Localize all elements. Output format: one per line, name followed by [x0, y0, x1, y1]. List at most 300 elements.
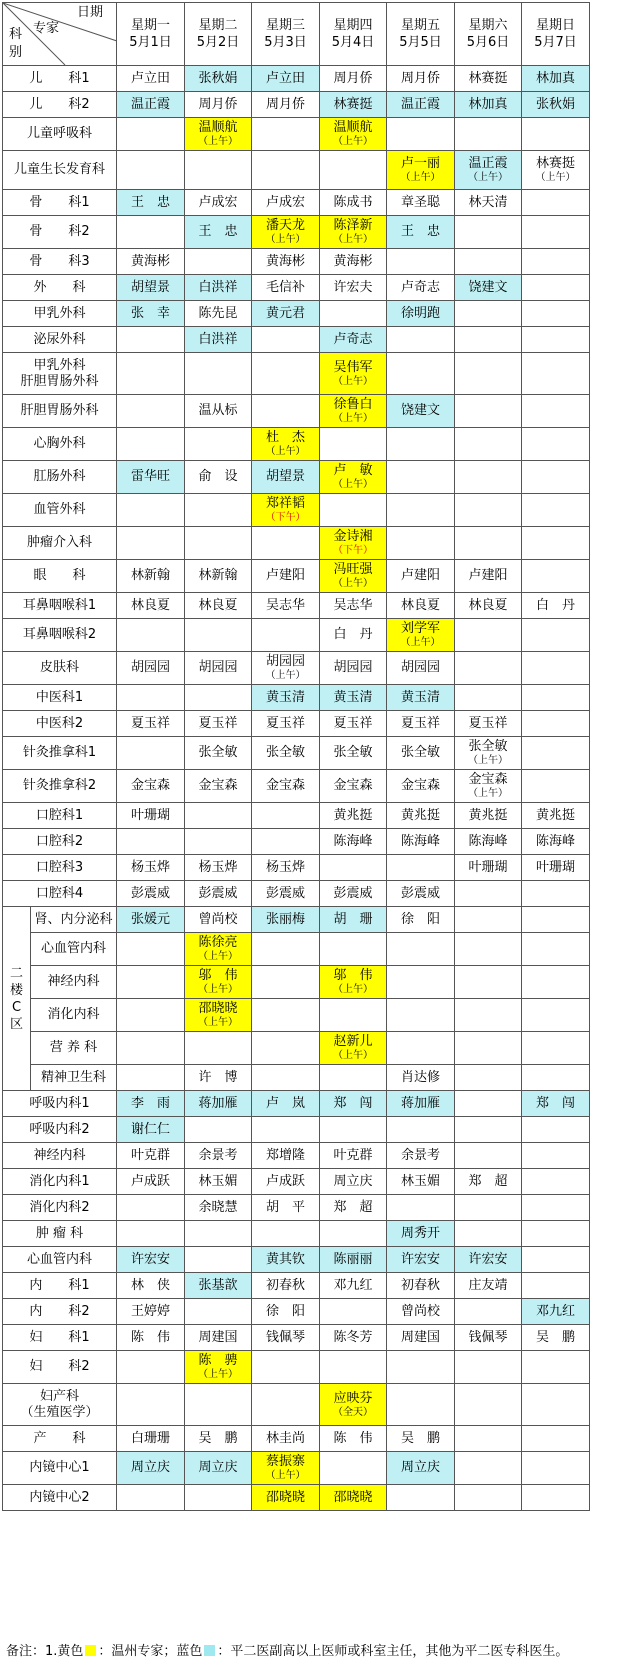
schedule-cell: [185, 999, 252, 1032]
schedule-cell: [522, 461, 590, 494]
doctor-name: 胡园园: [198, 660, 238, 675]
doctor-name: 金宝森: [130, 778, 170, 793]
schedule-cell: [320, 118, 387, 151]
doctor-name: 陈 伟: [333, 1430, 373, 1446]
doctor-name: 吴 鹏: [400, 1430, 440, 1446]
doctor-name: 吴伟军: [333, 359, 373, 375]
table-row: [3, 560, 590, 593]
schedule-cell: [522, 1351, 590, 1384]
day-name: 星期四: [333, 18, 373, 33]
doctor-name: 潘天龙: [265, 218, 305, 233]
schedule-cell: [185, 685, 252, 711]
doctor-name: 郑 超: [468, 1173, 508, 1189]
schedule-cell: [185, 395, 252, 428]
schedule-cell: [117, 151, 185, 190]
schedule-cell: [320, 966, 387, 999]
table-row: [3, 907, 590, 933]
schedule-cell: [522, 1325, 590, 1351]
doctor-name: 陈海峰: [400, 833, 440, 849]
schedule-cell: [522, 803, 590, 829]
doctor-name: 初春秋: [400, 1277, 440, 1293]
schedule-cell: [387, 829, 455, 855]
department-name: 骨 科3: [29, 253, 90, 269]
department-cell: [3, 327, 117, 353]
schedule-cell: [185, 249, 252, 275]
schedule-cell: [522, 560, 590, 593]
table-row: [3, 1426, 590, 1452]
department-cell: [31, 907, 117, 933]
schedule-cell: [185, 737, 252, 770]
doctor-name: 曾尚校: [198, 911, 238, 927]
department-name: 骨 科1: [29, 194, 90, 210]
schedule-cell: [455, 1221, 522, 1247]
doctor-name: 卢成宏: [198, 194, 238, 210]
doctor-name: 刘学军: [400, 621, 440, 636]
doctor-name: 叶珊瑚: [468, 859, 508, 875]
schedule-cell: [117, 711, 185, 737]
schedule-cell: [522, 151, 590, 190]
schedule-cell: [320, 1452, 387, 1485]
schedule-cell: [117, 494, 185, 527]
schedule-cell: [252, 1091, 320, 1117]
schedule-cell: [320, 933, 387, 966]
schedule-cell: [455, 1485, 522, 1511]
schedule-cell: [117, 92, 185, 118]
table-row: [3, 1384, 590, 1426]
doctor-name: 许 博: [198, 1069, 238, 1085]
department-name: 消化内科: [47, 1007, 100, 1022]
table-row: [3, 1325, 590, 1351]
doctor-name: 卢立田: [265, 70, 305, 86]
doctor-name: 许宏夫: [333, 279, 373, 295]
doctor-name: 许宏安: [468, 1251, 508, 1267]
session-note: （上午）: [400, 637, 441, 648]
schedule-cell: [455, 933, 522, 966]
doctor-name: 郑增隆: [265, 1147, 305, 1163]
schedule-cell: [320, 711, 387, 737]
schedule-cell: [252, 1485, 320, 1511]
day-date: 5月7日: [534, 35, 577, 50]
department-name: 儿童呼吸科: [26, 126, 92, 141]
doctor-name: 赵新儿: [333, 1034, 373, 1049]
schedule-cell: [117, 1452, 185, 1485]
schedule-cell: [185, 1325, 252, 1351]
schedule-cell: [455, 92, 522, 118]
schedule-cell: [252, 711, 320, 737]
doctor-name: 陈海峰: [535, 833, 575, 849]
header-expert-label: 专家: [33, 21, 60, 36]
table-row: [3, 1485, 590, 1511]
schedule-cell: [387, 855, 455, 881]
doctor-name: 邓九红: [333, 1277, 373, 1293]
schedule-cell: [252, 1273, 320, 1299]
doctor-name: 陈徐亮: [198, 935, 238, 950]
schedule-cell: [185, 353, 252, 395]
department-name: 呼吸内科2: [29, 1121, 90, 1137]
table-row: [3, 803, 590, 829]
schedule-cell: [455, 216, 522, 249]
doctor-name: 蒋加雁: [198, 1095, 238, 1111]
doctor-name: 林加真: [535, 70, 575, 86]
department-name: 妇 科2: [29, 1359, 90, 1374]
schedule-cell: [387, 92, 455, 118]
header-bie-label: 别: [9, 45, 23, 60]
doctor-name: 邵晓晓: [333, 1489, 373, 1505]
schedule-cell: [320, 1221, 387, 1247]
schedule-cell: [320, 249, 387, 275]
schedule-cell: [252, 327, 320, 353]
doctor-name: 邓九红: [535, 1303, 575, 1319]
doctor-name: 许宏安: [400, 1251, 440, 1267]
doctor-name: 夏玉祥: [265, 715, 305, 731]
table-row: [3, 1221, 590, 1247]
schedule-cell: [117, 855, 185, 881]
schedule-cell: [522, 353, 590, 395]
schedule-cell: [387, 1065, 455, 1091]
session-note: （下午）: [333, 545, 373, 556]
schedule-cell: [252, 1325, 320, 1351]
schedule-cell: [522, 1485, 590, 1511]
session-note: （上午）: [265, 446, 306, 457]
doctor-name: 白 丹: [535, 597, 575, 613]
doctor-name: 周月侨: [400, 70, 440, 86]
schedule-cell: [185, 1117, 252, 1143]
doctor-name: 张秋娟: [198, 70, 238, 86]
doctor-name: 徐鲁白: [333, 397, 373, 412]
schedule-cell: [455, 803, 522, 829]
table-row: [3, 855, 590, 881]
department-name: 呼吸内科1: [29, 1095, 90, 1111]
day-date: 5月5日: [399, 35, 442, 50]
schedule-cell: [185, 190, 252, 216]
schedule-cell: [387, 560, 455, 593]
session-note: （上午）: [198, 1017, 238, 1028]
schedule-cell: [185, 275, 252, 301]
doctor-name: 夏玉祥: [400, 715, 440, 731]
department-cell: [3, 301, 117, 327]
table-row: [3, 1299, 590, 1325]
schedule-cell: [522, 685, 590, 711]
department-name: 儿 科2: [29, 96, 90, 112]
schedule-cell: [252, 770, 320, 803]
department-cell: [3, 1452, 117, 1485]
schedule-cell: [320, 1485, 387, 1511]
footer-cyan-meaning: ：平二医副高以上医师或科室主任，其他为平二医专科医生。: [217, 1644, 569, 1659]
doctor-name: 蔡振寨: [265, 1454, 305, 1469]
zone-label-cell: [3, 907, 31, 1091]
schedule-cell: [117, 881, 185, 907]
day-date: 5月3日: [264, 35, 307, 50]
schedule-cell: [387, 1143, 455, 1169]
schedule-cell: [117, 829, 185, 855]
doctor-name: 周立庆: [333, 1173, 373, 1189]
day-name: 星期五: [400, 18, 440, 33]
schedule-cell: [320, 737, 387, 770]
schedule-cell: [387, 999, 455, 1032]
schedule-cell: [387, 1032, 455, 1065]
department-cell: [3, 619, 117, 652]
schedule-cell: [455, 275, 522, 301]
schedule-cell: [185, 1273, 252, 1299]
department-cell: [3, 560, 117, 593]
table-row: [3, 428, 590, 461]
doctor-name: 张全敏: [333, 745, 373, 760]
doctor-name: 应映芬: [333, 1390, 373, 1406]
doctor-name: 陈泽新: [333, 218, 373, 233]
doctor-name: 杨玉烨: [130, 859, 170, 875]
schedule-cell: [252, 428, 320, 461]
doctor-name: 温顺航: [333, 120, 373, 135]
doctor-name: 卢立田: [130, 70, 170, 86]
schedule-cell: [455, 461, 522, 494]
doctor-name: 金宝森: [265, 778, 305, 793]
doctor-name: 章圣聪: [400, 194, 440, 210]
doctor-name: 余景考: [198, 1147, 238, 1163]
table-row: [3, 1195, 590, 1221]
schedule-cell: [185, 711, 252, 737]
schedule-cell: [522, 737, 590, 770]
table-row: [3, 1247, 590, 1273]
department-name: 肝胆胃肠外科: [20, 373, 99, 389]
schedule-cell: [387, 770, 455, 803]
doctor-name: 钱佩琴: [468, 1329, 508, 1345]
schedule-cell: [522, 494, 590, 527]
schedule-cell: [522, 1452, 590, 1485]
schedule-cell: [320, 1325, 387, 1351]
cyan-swatch: [204, 1645, 215, 1656]
session-note: （上午）: [333, 136, 373, 147]
schedule-cell: [522, 66, 590, 92]
schedule-cell: [522, 1247, 590, 1273]
doctor-name: 林赛挺: [468, 70, 508, 86]
schedule-cell: [522, 881, 590, 907]
schedule-cell: [455, 1065, 522, 1091]
doctor-name: 邬 伟: [198, 968, 238, 983]
doctor-name: 叶珊瑚: [535, 859, 575, 875]
yellow-swatch: [85, 1645, 96, 1656]
schedule-cell: [320, 1065, 387, 1091]
schedule-cell: [387, 933, 455, 966]
doctor-name: 胡 平: [265, 1199, 305, 1215]
schedule-cell: [117, 1221, 185, 1247]
schedule-cell: [522, 855, 590, 881]
schedule-cell: [185, 933, 252, 966]
schedule-cell: [455, 395, 522, 428]
schedule-cell: [320, 428, 387, 461]
schedule-cell: [387, 1351, 455, 1384]
department-cell: [3, 652, 117, 685]
doctor-name: 卢奇志: [400, 279, 440, 295]
header-date-label: 日期: [77, 5, 104, 20]
day-date: 5月2日: [196, 35, 240, 50]
department-cell: [3, 1384, 117, 1426]
doctor-name: 卢成跃: [130, 1173, 170, 1189]
doctor-name: 黄兆挺: [400, 807, 440, 823]
schedule-cell: [185, 829, 252, 855]
doctor-name: 金宝森: [400, 778, 440, 793]
doctor-name: 黄元君: [265, 305, 305, 321]
department-cell: [3, 118, 117, 151]
schedule-cell: [320, 1117, 387, 1143]
schedule-cell: [320, 803, 387, 829]
table-row: [3, 1351, 590, 1384]
session-note: （上午）: [198, 136, 238, 147]
doctor-name: 白洪祥: [198, 279, 238, 295]
schedule-cell: [117, 216, 185, 249]
department-name: 骨 科2: [29, 224, 90, 239]
schedule-cell: [320, 327, 387, 353]
schedule-cell: [252, 1452, 320, 1485]
table-row: [3, 461, 590, 494]
day-date: 5月1日: [129, 35, 172, 50]
schedule-cell: [252, 1384, 320, 1426]
table-row: [3, 593, 590, 619]
schedule-cell: [252, 301, 320, 327]
session-note: （上午）: [468, 172, 508, 183]
department-name: 妇产科: [39, 1388, 79, 1404]
schedule-cell: [320, 275, 387, 301]
schedule-cell: [387, 1299, 455, 1325]
doctor-name: 卢 敏: [333, 463, 373, 478]
doctor-name: 温正霞: [468, 156, 508, 171]
schedule-cell: [387, 652, 455, 685]
doctor-name: 胡望景: [130, 279, 170, 295]
doctor-name: 陈先昆: [198, 305, 238, 321]
schedule-cell: [387, 1426, 455, 1452]
table-row: [3, 619, 590, 652]
doctor-name: 林良夏: [400, 597, 440, 613]
department-name: 口腔科4: [35, 885, 84, 901]
session-note: （下午）: [265, 512, 306, 523]
doctor-name: 彭震威: [333, 885, 373, 901]
footer-note: [6, 1640, 568, 1659]
session-note: （上午）: [198, 984, 238, 995]
schedule-cell: [320, 652, 387, 685]
department-name: 精神卫生科: [40, 1069, 106, 1085]
session-note: （上午）: [333, 1050, 373, 1061]
schedule-cell: [320, 593, 387, 619]
schedule-cell: [185, 461, 252, 494]
schedule-cell: [387, 428, 455, 461]
department-cell: [3, 216, 117, 249]
doctor-name: 黄兆挺: [333, 807, 373, 823]
schedule-cell: [117, 619, 185, 652]
schedule-cell: [455, 327, 522, 353]
doctor-name: 张全敏: [400, 745, 440, 760]
table-row: [3, 933, 590, 966]
header-ke-label: 科: [9, 27, 23, 42]
schedule-cell: [522, 593, 590, 619]
session-note: （上午）: [535, 172, 576, 183]
schedule-cell: [455, 66, 522, 92]
schedule-cell: [117, 999, 185, 1032]
department-name: 神经内科: [47, 974, 100, 989]
department-cell: [3, 249, 117, 275]
schedule-cell: [522, 327, 590, 353]
schedule-cell: [522, 829, 590, 855]
department-name: 内镜中心2: [29, 1489, 90, 1505]
department-cell: [3, 770, 117, 803]
day-name: 星期日: [535, 18, 575, 33]
schedule-cell: [117, 66, 185, 92]
schedule-cell: [320, 92, 387, 118]
doctor-name: 林良夏: [468, 597, 508, 613]
doctor-name: 卢一丽: [400, 156, 440, 171]
doctor-name: 张全敏: [265, 745, 305, 760]
table-row: [3, 1091, 590, 1117]
table-row: [3, 395, 590, 428]
doctor-name: 叶珊瑚: [130, 807, 170, 823]
schedule-cell: [522, 966, 590, 999]
schedule-cell: [455, 1195, 522, 1221]
doctor-name: 周建国: [400, 1329, 440, 1345]
department-name: 肿 瘤 科: [35, 1225, 84, 1241]
schedule-cell: [522, 619, 590, 652]
table-row: [3, 685, 590, 711]
schedule-cell: [320, 1169, 387, 1195]
schedule-cell: [387, 966, 455, 999]
session-note: （上午）: [333, 413, 373, 424]
doctor-name: 俞 设: [198, 469, 238, 484]
doctor-name: 黄玉清: [265, 689, 305, 705]
schedule-cell: [522, 216, 590, 249]
doctor-name: 徐 阳: [400, 911, 440, 927]
doctor-name: 温顺航: [198, 120, 238, 135]
department-name: 甲乳外科: [33, 305, 86, 321]
schedule-cell: [387, 151, 455, 190]
doctor-name: 林新翰: [198, 568, 238, 583]
schedule-cell: [185, 494, 252, 527]
schedule-cell: [252, 151, 320, 190]
department-cell: [3, 829, 117, 855]
department-name: 心胸外科: [33, 436, 86, 451]
doctor-name: 黄玉清: [333, 689, 373, 705]
schedule-cell: [455, 353, 522, 395]
schedule-cell: [455, 1452, 522, 1485]
table-row: [3, 1065, 590, 1091]
day-name: 星期六: [468, 18, 508, 33]
schedule-cell: [320, 301, 387, 327]
doctor-name: 李 雨: [130, 1095, 170, 1111]
doctor-name: 林赛挺: [333, 96, 373, 112]
table-row: [3, 494, 590, 527]
schedule-cell: [387, 685, 455, 711]
schedule-cell: [117, 1299, 185, 1325]
schedule-cell: [252, 1426, 320, 1452]
schedule-cell: [320, 1032, 387, 1065]
session-note: （上午）: [333, 479, 373, 490]
schedule-cell: [252, 829, 320, 855]
department-cell: [3, 1299, 117, 1325]
schedule-cell: [252, 494, 320, 527]
schedule-cell: [185, 1247, 252, 1273]
schedule-cell: [117, 118, 185, 151]
schedule-cell: [320, 216, 387, 249]
schedule-cell: [522, 1221, 590, 1247]
department-cell: [3, 1143, 117, 1169]
schedule-cell: [252, 907, 320, 933]
schedule-cell: [455, 855, 522, 881]
schedule-cell: [522, 1091, 590, 1117]
schedule-cell: [117, 593, 185, 619]
doctor-name: 白珊珊: [130, 1430, 170, 1446]
doctor-name: 卢成宏: [265, 194, 305, 210]
schedule-cell: [117, 1426, 185, 1452]
doctor-name: 胡园园: [400, 660, 440, 675]
doctor-name: 夏玉祥: [130, 715, 170, 731]
schedule-cell: [185, 216, 252, 249]
session-note: （上午）: [198, 951, 238, 962]
